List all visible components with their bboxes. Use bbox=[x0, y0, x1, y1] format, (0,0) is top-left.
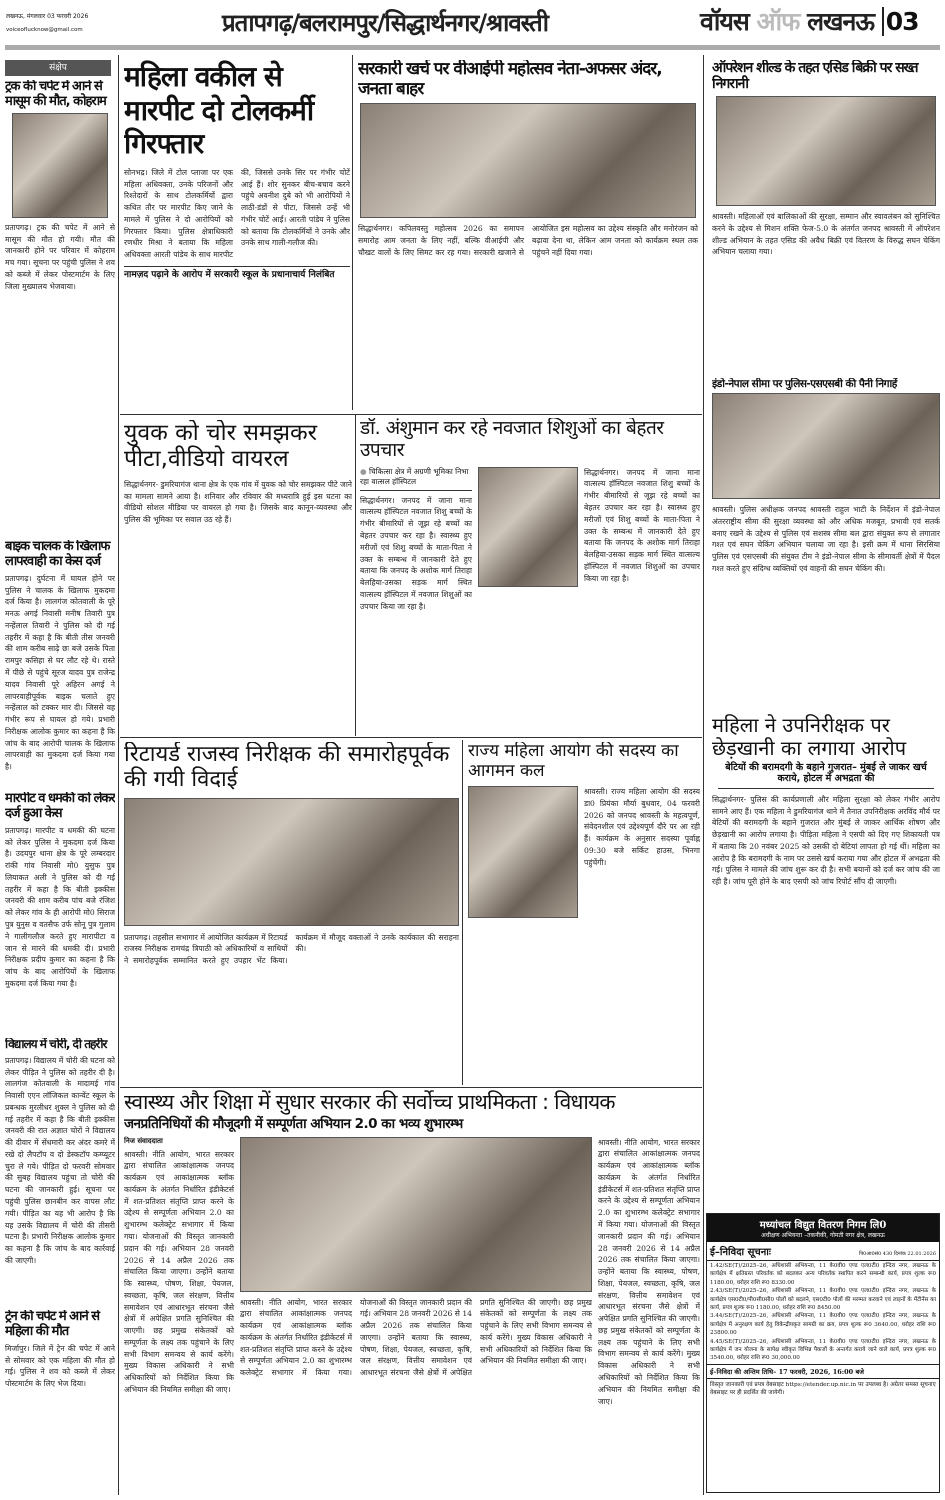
vip-story bbox=[358, 60, 698, 410]
brief-text: प्रतापगढ़। विद्यालय में चोरी की घटना को लेकर पीड़ित ने पुलिस को तहरीर दी है। लालगंज कोतवाली के मादामई गांव निवासी एएन लॉजिकल कान्वेंट स्कूल के प्रबन्धक मुरलीधर शुक्ल ने पुलिस को दी गई तहरीर में कहा है कि बीती इक्कीस जनवरी की रात अज्ञात चोरों ने विद्यालय की दीवार में सेंधमारी कर अंदर कमरे में रखे दो लैपटॉप व दो डेस्कटॉप कम्प्यूटर चुरा ले गये। पीड़ित दो फरवरी सोमवार की सुबह विद्यालय पहुंचा तो चोरी की घटना की जानकारी हुई। सूचना पर पहुंची पुलिस छानबीन कर वापस लौट गयी। पीड़ित का यह भी आरोप है कि यह उसके विद्यालय में चोरी की तीसरी घटना है। प्रभारी निरीक्षक आलोक कुमार का कहना है कि जांच के बाद कार्रवाई की जाएगी। bbox=[5, 1055, 115, 1265]
brief-title: ट्रेन की चपेट में आने से महिला की मौत bbox=[5, 1310, 100, 1339]
shield-headline: ऑपरेशन शील्ड के तहत एसिड बिक्री पर सख्त निगरानी bbox=[712, 60, 918, 93]
health-text-lower: श्रावस्ती। नीति आयोग, भारत सरकार द्वारा संचालित आकांक्षात्मक जनपद कार्यक्रम एवं आकांक्षात्मक ब्लॉक कार्यक्रम के अंतर्गत निर्धारित इंडीकेटर्स में शत-प्रतिशत संतृप्ति प्राप्त करने के उद्देश्य से सम्पूर्णता अभियान 2.0 का शुभारम्भ कलेक्ट्रेट सभागार में किया गया। योजनाओं की विस्तृत जानकारी प्रदान की गई। अभियान 28 जनवरी 2026 से 14 अप्रैल 2026 तक संचालित किया जाएगा। उन्होंने बताया कि स्वास्थ्य, पोषण, शिक्षा, पेयजल, स्वच्छता, कृषि, जल संरक्षण, वित्तीय समावेशन एवं आधारभूत संरचना जैसे क्षेत्रों में अपेक्षित प्रगति सुनिश्चित की जाएगी। छह प्रमुख संकेतकों को सम्पूर्णता के लक्ष्य तक पहुंचाने के लिए सभी विभाग समन्वय से कार्य करेंगे। मुख्य विकास अधिकारी ने सभी अधिकारियों को निर्देशित किया कि अभियान की नियमित समीक्षा की जाए। bbox=[240, 1297, 592, 1378]
health-text-right: श्रावस्ती। नीति आयोग, भारत सरकार द्वारा संचालित आकांक्षात्मक जनपद कार्यक्रम एवं आकांक्षात्मक ब्लॉक कार्यक्रम के अंतर्गत निर्धारित इंडीकेटर्स में शत-प्रतिशत संतृप्ति प्राप्त करने के उद्देश्य से सम्पूर्णता अभियान 2.0 का शुभारम्भ कलेक्ट्रेट सभागार में किया गया। योजनाओं की विस्तृत जानकारी प्रदान की गई। अभियान 28 जनवरी 2026 से 14 अप्रैल 2026 तक संचालित किया जाएगा। उन्होंने बताया कि स्वास्थ्य, पोषण, शिक्षा, पेयजल, स्वच्छता, कृषि, जल संरक्षण, वित्तीय समावेशन एवं आधारभूत संरचना जैसे क्षेत्रों में अपेक्षित प्रगति सुनिश्चित की जाएगी। छह प्रमुख संकेतकों को सम्पूर्णता के लक्ष्य तक पहुंचाने के लिए सभी विभाग समन्वय से कार्य करेंगे। मुख्य विकास अधिकारी ने सभी अधिकारियों को निर्देशित किया कि अभियान की नियमित समीक्षा की जाए। bbox=[598, 1137, 700, 1406]
doctor-photo bbox=[478, 467, 578, 587]
lead-text: सोनभद्र। जिले में टोल प्लाजा पर एक महिला अधिवक्ता, उनके परिजनों और रिश्तेदारों के साथ टोलकर्मियों द्वारा कथित तौर पर मारपीट किए जाने के मामले में पुलिस ने दो आरोपियों को गिरफ्तार किया। पुलिस क्षेत्राधिकारी रणधीर मिश्रा ने बताया कि महिला अधिवक्ता आरती पांडेय के साथ मारपीट की, जिससे उनके सिर पर गंभीर चोटें आई हैं। शोर सुनकर बीच-बचाव करने पहुंचे अवनीश दुबे को भी आरोपियों ने लाठी-डंडों से पीटा, जिससे उन्हें भी गंभीर चोटें आईं। आरती पांडेय ने पुलिस को बताया कि टोलकर्मियों ने उनके और उनके साथ गाली-गलौज की। bbox=[124, 167, 350, 260]
section-title: प्रतापगढ़/बलरामपुर/सिद्धार्थनगर/श्रावस्ती bbox=[222, 9, 548, 37]
health-headline: स्वास्थ्य और शिक्षा में सुधार सरकार की सर्वोच्च प्राथमिकता : विधायक bbox=[124, 1090, 615, 1114]
retire-story bbox=[124, 742, 459, 1084]
molest-story bbox=[712, 714, 940, 1204]
vip-text: सिद्धार्थनगर। कपिलवस्तु महोत्सव 2026 का समापन समारोह आम जनता के लिए नहीं, बल्कि वीआईपी और चौखट वालों के लिए सिमट कर रह गया। सरकारी खजाने से आयोजित इस महोत्सव का उद्देश्य संस्कृति और मनोरंजन को बढ़ावा देना था, लेकिन आम जनता को कार्यक्रम स्थल तक पहुंचने नहीं दिया गया। bbox=[358, 224, 698, 257]
brief-item bbox=[5, 792, 115, 1038]
brief-title: ट्रक की चपेट में आने से मासूम की मौत, कोहराम bbox=[5, 80, 106, 109]
mahotsav-photo bbox=[360, 103, 696, 218]
notice-item: 1.42/SE(T)/2025–26, अधिशासी अभियन्ता, 11 के0वी0 एण्ड एल0टी0 इन्दिरा नगर, लखनऊ के कार्यक्षेत्र में क्षतिग्रस्त परिवर्तक को बदलकर अन्य परिवर्तक स्थापित करने सम्बन्धी कार्य, प्रपत्र शुल्क रू0 1180.00, धरोहर राशि रू0 8330.00 bbox=[710, 1263, 936, 1286]
border-headline: इंडो-नेपाल सीमा पर पुलिस-एसएसबी की पैनी निगाहें bbox=[712, 378, 897, 390]
molest-subheadline: बेटियों की बरामदगी के बहाने गुजरात– मुंबई ले जाकर खर्च कराये, होटल में अभद्रता की bbox=[718, 763, 934, 789]
retire-text: प्रतापगढ़। तहसील सभागार में आयोजित कार्यक्रम में रिटायर्ड राजस्व निरीक्षक रामचंद्र त्रिपाठी को अधिकारियों व साथियों ने समारोहपूर्वक सम्मानित करते हुए उपहार भेंट किया। कार्यक्रम में मौजूद वक्ताओं ने उनके कार्यकाल की सराहना की। bbox=[124, 932, 459, 966]
youth-story bbox=[124, 420, 352, 734]
brief-title: बाइक चालक के खिलाफ लापरवाही का केस दर्ज bbox=[5, 540, 110, 569]
doctor-text-right: सिद्धार्थनगर। जनपद में जाना माना वात्सल्य हॉस्पिटल नवजात शिशु बच्चों के गंभीर बीमारियों से जूझ रहे बच्चों का बेहतर उपचार कर रहा है। स्वास्थ्य हुए मरीजों एवं शिशु बच्चों के माता-पिता ने उक्त के सम्बन्ध में जानकारी देते हुए बताया कि जनपद के अशोक मार्ग तिराहा बेलहिया-उसका सड़क मार्ग स्थित वात्सल्य हॉस्पिटल में नवजात शिशुओं का उपचार किया जा रहा है। bbox=[584, 467, 700, 583]
logo-part: वॉयस bbox=[700, 7, 749, 36]
notice-item: 2.43/SE(T)/2025–26, अधिशासी अभियन्ता, 11 के0वी0 एण्ड एल0टी0 इन्दिरा नगर, लखनऊ के कार्यक्षेत्र एस0टी0/पी0सी0सी0 पोलों को बदलने, एस0टी0 पोलों की मरम्मत करवाने एवं लाइनों के मेंटीनेंस का कार्य, प्रपत्र शुल्क रू0 1180.00, धरोहर राशि रू0 8450.00 bbox=[710, 1288, 936, 1311]
tender-notice bbox=[706, 1213, 940, 1493]
notice-company: मध्यांचल विद्युत वितरण निगम लि0 bbox=[759, 1220, 887, 1231]
page-number: 03 bbox=[882, 7, 919, 36]
side-headline: नामज़द पढ़ाने के आरोप में सरकारी स्कूल के प्रधानाचार्य निलंबित bbox=[124, 266, 350, 280]
retire-photo bbox=[124, 798, 459, 926]
byline: निज संवाददाता bbox=[124, 1136, 163, 1145]
notice-office: अधीक्षण अभियन्ता –तकनीकी, गोमती नगर क्षेत्र, लखनऊ bbox=[761, 1232, 885, 1239]
border-story bbox=[712, 378, 940, 710]
youth-headline: युवक को चोर समझकर पीटा,वीडियो वायरल bbox=[124, 420, 318, 473]
commission-headline: राज्य महिला आयोग की सदस्य का आगमन कल bbox=[468, 742, 679, 781]
logo-part: ऑफ bbox=[756, 7, 800, 36]
vip-headline: सरकारी खर्च पर वीआईपी महोत्सव नेता-अफसर अंदर, जनता बाहर bbox=[358, 60, 662, 99]
border-text: श्रावस्ती। पुलिस अधीक्षक जनपद श्रावस्ती राहुल भाटी के निर्देशन में इंडो-नेपाल अंतरराष्ट्रीय सीमा की सुरक्षा व्यवस्था को और अधिक मजबूत, प्रभावी एवं सतर्क बनाए रखने के उद्देश्य से पुलिस एवं सशस्त्र सीमा बल द्वारा संयुक्त रूप से लगातार गश्त एवं सघन चेकिंग अभियान चलाया जा रहा है। इसी क्रम में थाना सिरसिया पुलिस एवं एसएसबी की संयुक्त टीम ने इंडो-नेपाल सीमा के सीमावर्ती क्षेत्रों में पैदल गश्त करते हुए संदिग्ध व्यक्तियों एवं वाहनों की सघन चेकिंग की। bbox=[712, 505, 940, 573]
molest-text: सिद्धार्थनगर- पुलिस की कार्यप्रणाली और महिला सुरक्षा को लेकर गंभीर आरोप सामने आए हैं। एक महिला ने डुमरियागंज थाने में तैनात उपनिरीक्षक अरविंद मौर्य पर बेटियों की बरामदगी के बहाने गुजरात और मुंबई ले जाकर आर्थिक शोषण और छेड़खानी का आरोप लगाया है। पीड़िता महिला ने एसपी को दिए गए शिकायती पत्र में बताया कि 20 नवंबर 2025 को उसकी दो बेटियां लापता हो गई थीं। महिला का आरोप है कि बरामदगी के नाम पर उससे खर्च कराया गया और होटल में अभद्रता की गई। पुलिस ने मामले की जांच शुरू कर दी है। सभी बयानों को दर्ज कर जांच की जा रही है। जांच पूरी होने के बाद एसपी को जांच रिपोर्ट सौंप दी जाएगी। bbox=[712, 794, 940, 887]
notice-item: 4.45/SE(T)/2025–26, अधिशासी अभियन्ता, 11 के0वी0 एण्ड एल0टी0 इन्दिरा नगर, लखनऊ के कार्यक्षेत्र में जन योजना के सापेक्ष स्वीकृत विभिन्न पैकजों के अन्तर्गत कराये जाने वाले कार्य, प्रपत्र शुल्क रू0 3540.00, धरोहर राशि रू0 30,000.00 bbox=[710, 1338, 936, 1362]
health-text: श्रावस्ती। नीति आयोग, भारत सरकार द्वारा संचालित आकांक्षात्मक जनपद कार्यक्रम एवं आकांक्षात्मक ब्लॉक कार्यक्रम के अंतर्गत निर्धारित इंडीकेटर्स में शत-प्रतिशत संतृप्ति प्राप्त करने के उद्देश्य से सम्पूर्णता अभियान 2.0 का शुभारम्भ कलेक्ट्रेट सभागार में किया गया। योजनाओं की विस्तृत जानकारी प्रदान की गई। अभियान 28 जनवरी 2026 से 14 अप्रैल 2026 तक संचालित किया जाएगा। उन्होंने बताया कि स्वास्थ्य, पोषण, शिक्षा, पेयजल, स्वच्छता, कृषि, जल संरक्षण, वित्तीय समावेशन एवं आधारभूत संरचना जैसे क्षेत्रों में अपेक्षित प्रगति सुनिश्चित की जाएगी। छह प्रमुख संकेतकों को सम्पूर्णता के लक्ष्य तक पहुंचाने के लिए सभी विभाग समन्वय से कार्य करेंगे। मुख्य विकास अधिकारी ने सभी अधिकारियों को निर्देशित किया कि अभियान की नियमित समीक्षा की जाए। bbox=[124, 1149, 234, 1394]
paper-logo bbox=[700, 8, 919, 37]
health-story bbox=[124, 1090, 700, 1495]
brief-label: संक्षेप bbox=[5, 60, 111, 76]
doctor-story bbox=[360, 418, 700, 734]
notice-heading: ई–निविदा सूचनाः bbox=[710, 1247, 771, 1258]
brief-item bbox=[5, 1310, 115, 1390]
lead-headline: महिला वकील से मारपीट दो टोलकर्मी गिरफ्तार bbox=[124, 60, 314, 161]
brief-column bbox=[5, 60, 115, 1495]
commission-story bbox=[468, 742, 700, 1084]
masthead-date: लखनऊ, मंगलवार 03 फरवरी 2026 bbox=[6, 13, 89, 20]
bullet-text: चिकित्सा क्षेत्र में अग्रणी भूमिका निभा रहा वात्सल हॉस्पिटल bbox=[360, 466, 469, 486]
child-photo bbox=[12, 113, 108, 218]
retire-headline: रिटायर्ड राजस्व निरीक्षक की समारोहपूर्वक की गयी विदाई bbox=[124, 742, 450, 793]
notice-deadline: ई–निविदा की अन्तिम तिथि– 17 फरवरी, 2026, 16:00 बजे bbox=[707, 1364, 939, 1379]
doctor-headline: डॉ. अंशुमान कर रहे नवजात शिशुओं का बेहतर उपचार bbox=[360, 418, 664, 461]
logo-part: लखनऊ bbox=[807, 7, 874, 36]
shield-photo bbox=[716, 96, 936, 206]
molest-headline: महिला ने उपनिरीक्षक पर छेड़खानी का लगाया आरोप bbox=[712, 714, 907, 760]
health-subheadline: जनप्रतिनिधियों की मौजूदगी में सम्पूर्णता अभियान 2.0 का भव्य शुभारम्भ bbox=[124, 1116, 463, 1133]
masthead-email: voiceoflucknow@gmail.com bbox=[6, 27, 83, 33]
notice-header bbox=[707, 1214, 939, 1242]
brief-text: मिर्जापुर। जिले में ट्रेन की चपेट में आने से सोमवार को एक महिला की मौत हो गई। पुलिस ने शव को कब्जे में लेकर पोस्टमार्टम के लिए भेज दिया। bbox=[5, 1343, 115, 1389]
shield-text: श्रावस्ती। महिलाओं एवं बालिकाओं की सुरक्षा, सम्मान और स्वावलंबन को सुनिश्चित करने के उद्देश्य से मिशन शक्ति फेज-5.0 के अंतर्गत जनपद श्रावस्ती में ऑपरेशन शील्ड अभियान के तहत एसिड की अवैध बिक्री एवं वितरण के विरुद्ध सघन चेकिंग अभियान चलाया गया। bbox=[712, 212, 940, 257]
brief-text: प्रतापगढ़। ट्रक की चपेट में आने से मासूम की मौत हो गयी। मौत की जानकारी होने पर परिवार में कोहराम मच गया। सूचना पर पहुंची पुलिस ने शव को कब्जे में लेकर पोस्टमार्टम के लिए जिला मुख्यालय भेजवाया। bbox=[5, 222, 115, 291]
brief-item bbox=[5, 80, 115, 540]
bullet-icon: ● bbox=[360, 466, 369, 476]
notice-item: 3.44/SE(T)/2025–26, अधिशासी अभियन्ता, 11 के0वी0 एण्ड एल0टी0 इन्दिरा नगर, लखनऊ के कार्यक्षेत्र में अनुरक्षण कार्य हेतु विकेन्द्रीयकृत सामग्री का क्रय, प्रपत्र शुल्क रू0 3640.00, धरोहर राशि रू0 23800.00 bbox=[710, 1313, 936, 1337]
commission-text: श्रावस्ती। राज्य महिला आयोग की सदस्य डा0 प्रियंका मौर्या बुधवार, 04 फरवरी 2026 को जनपद श्रावस्ती के महत्वपूर्ण, संवेदनशील एवं उद्देश्यपूर्ण दौरे पर आ रही हैं। कार्यक्रम के अनुसार सदस्या पूर्वाह्न 09:30 बजे सर्किट हाउस, भिनगा पहुंचेंगी। bbox=[584, 787, 700, 867]
health-photo bbox=[240, 1137, 592, 1292]
shield-story bbox=[712, 60, 940, 375]
lead-story bbox=[124, 60, 350, 410]
doctor-bullet bbox=[360, 467, 472, 491]
notice-ref: पि0आ0सं0 430 दिनांक 22.01.2026 bbox=[859, 1251, 936, 1257]
doctor-text: सिद्धार्थनगर। जनपद में जाना माना वात्सल्य हॉस्पिटल नवजात शिशु बच्चों के गंभीर बीमारियों से जूझ रहे बच्चों का बेहतर उपचार कर रहा है। स्वास्थ्य हुए मरीजों एवं शिशु बच्चों के माता-पिता ने उक्त के सम्बन्ध में जानकारी देते हुए बताया कि जनपद के अशोक मार्ग तिराहा बेलहिया-उसका सड़क मार्ग स्थित वात्सल्य हॉस्पिटल में नवजात शिशुओं का उपचार किया जा रहा है। bbox=[360, 495, 472, 611]
brief-title: मारपीट व धमकी को लेकर दर्ज हुआ केस bbox=[5, 792, 115, 821]
brief-item bbox=[5, 540, 115, 792]
brief-title: विद्यालय में चोरी, दी तहरीर bbox=[5, 1038, 107, 1051]
brief-item bbox=[5, 1038, 115, 1310]
brief-text: प्रतापगढ़। मारपीट व धमकी की घटना को लेकर पुलिस ने मुकदमा दर्ज किया है। उदयपुर थाना क्षेत्र के पूरे लम्बरदार रांकी गांव निवासी मो0 युसुफ पुत्र लियाकत अली ने पुलिस को दी गई तहरीर में कहा है कि बीती इक्कीस जनवरी की शाम करीब पांच बजे रंजिश को लेकर गांव के ही आरोपी मो0 सिराज पुत्र युनुस व वतसैफ उर्फ सोनू पुत्र गुलाम ने गालीगलौज करते हुए मारापीटा व जान से मारने की धमकी दी। प्रभारी निरीक्षक प्रदीप कुमार का कहना है कि जांच के बाद आरोपियों के खिलाफ मुकदमा दर्ज किया गया है। bbox=[5, 825, 115, 988]
header-rule bbox=[5, 45, 940, 50]
border-photo bbox=[712, 393, 940, 499]
notice-footer: विस्तृत जानकारी एवं प्रपत्र वेबसाइट https://etender.up.nic.in पर उपलब्ध है। अग्रेतर समस्त सूचनाए वेबसाइट पर ही प्रदर्शित की जायेगी। bbox=[710, 1381, 936, 1397]
youth-text: सिद्धार्थनगर- डुमरियागंज थाना क्षेत्र के एक गांव में युवक को चोर समझकर पीटे जाने का मामला सामने आया है। शनिवार और रविवार की मध्यरात्रि हुई इस घटना का वीडियो सोशल मीडिया पर वायरल हो गया है। जिसके बाद कानून-व्यवस्था और पुलिस की भूमिका पर सवाल उठ रहे हैं। bbox=[124, 479, 352, 525]
brief-text: प्रतापगढ़। दुर्घटना में घायल होने पर पुलिस ने चालक के खिलाफ मुकदमा दर्ज किया है। लालगंज कोतवाली के पूरे मनऊ अगई निवासी मनीष तिवारी पुत्र नन्हेंलाल तिवारी ने पुलिस को दी गई तहरीर में कहा है कि बीती तीस जनवरी की शाम करीब साढ़े छः बजे उसके पिता रामपुर कसिहा से घर लौट रहे थे। रास्ते में पीछे से पहुंचे सूरज यादव पुत्र राजेन्द्र यादव निवासी पूरे अहिरन अगई ने लापरवाहीपूर्वक बाइक चलाते हुए नन्हेंलाल को टक्कर मार दी। जिससे वह गंभीर रूप से घायल हो गये। प्रभारी निरीक्षक आलोक कुमार का कहना है कि जांच के बाद आरोपी चालक के खिलाफ लापरवाही का मुकदमा दर्ज किया गया है। bbox=[5, 573, 115, 772]
commission-photo bbox=[468, 786, 578, 918]
